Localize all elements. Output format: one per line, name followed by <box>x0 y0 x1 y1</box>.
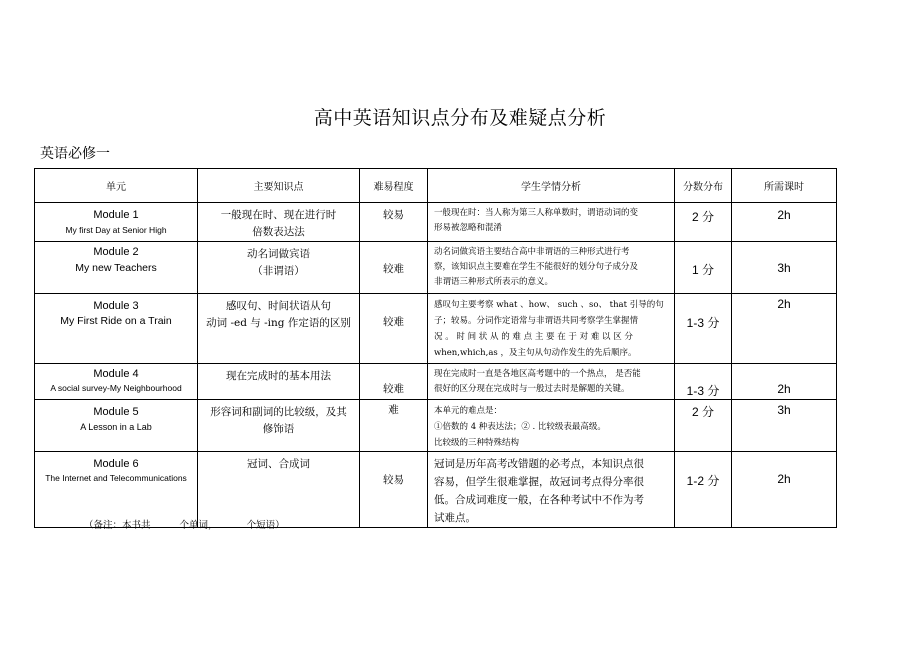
analysis-cell <box>428 242 675 294</box>
unit-cell <box>35 400 198 452</box>
table-row <box>35 294 837 364</box>
score-value: 1-2 分 <box>686 474 720 488</box>
knowledge-cell <box>198 294 360 364</box>
score-value: 2 分 <box>691 210 714 224</box>
score-value: 2 分 <box>691 405 714 419</box>
difficulty-value: 较易 <box>383 474 404 486</box>
analysis-cell <box>428 400 675 452</box>
difficulty-value: 较难 <box>383 316 404 328</box>
hours-cell <box>732 364 837 400</box>
knowledge-cell <box>198 242 360 294</box>
hours-cell <box>732 452 837 528</box>
hours-cell <box>732 203 837 242</box>
header-analysis: 学生学情分析 <box>428 169 675 203</box>
analysis-line: 子；较易。分词作定语常与非谓语共同考察学生掌握情 <box>434 316 639 326</box>
header-hours: 所需课时 <box>732 169 837 203</box>
analysis-cell <box>428 294 675 364</box>
hours-cell <box>732 400 837 452</box>
module-name: Module 2 <box>93 246 139 258</box>
module-name: Module 1 <box>93 209 139 221</box>
module-name: Module 3 <box>93 300 139 312</box>
knowledge-line: 冠词、合成词 <box>247 458 310 470</box>
header-score: 分数分布 <box>675 169 732 203</box>
analysis-line: 很好的区分现在完成时与一般过去时是解题的关键。 <box>434 384 630 394</box>
knowledge-line: 现在完成时的基本用法 <box>226 370 331 382</box>
module-topic: A social survey-My Neighbourhood <box>50 383 182 393</box>
unit-cell <box>35 242 198 294</box>
analysis-line: 形易被忽略和混淆 <box>434 223 503 233</box>
phrase-count-blank <box>221 518 247 528</box>
word-count-blank <box>154 518 180 528</box>
analysis-line: 动名词做宾语主要结合高中非谓语的三种形式进行考 <box>434 247 630 257</box>
knowledge-cell <box>198 364 360 400</box>
hours-value: 2h <box>777 208 791 222</box>
analysis-line: 一般现在时：当人称为第三人称单数时，谓语动词的变 <box>434 208 639 218</box>
hours-value: 2h <box>777 297 791 311</box>
analysis-line: 感叹句主要考察 what 、how、 such 、so、 that 引导的句 <box>434 300 664 310</box>
knowledge-line: 修饰语 <box>262 423 295 435</box>
difficulty-value: 较难 <box>383 263 404 275</box>
knowledge-line: 动词 -ed 与 -ing 作定语的区别 <box>206 317 351 329</box>
module-topic: My first Day at Senior High <box>65 225 167 235</box>
analysis-line: 冠词是历年高考改错题的必考点，本知识点很 <box>434 458 644 470</box>
score-cell <box>675 452 732 528</box>
difficulty-cell <box>360 452 428 528</box>
module-name: Module 4 <box>93 368 139 380</box>
table-header-row <box>35 169 837 203</box>
analysis-line: 非谓语三种形式所表示的意义。 <box>434 277 554 287</box>
score-cell <box>675 400 732 452</box>
difficulty-cell <box>360 400 428 452</box>
table-row <box>35 203 837 242</box>
header-knowledge: 主要知识点 <box>198 169 360 203</box>
footnote-suffix: 个短语） <box>246 520 285 531</box>
knowledge-line: 动名词做宾语 <box>247 248 310 260</box>
difficulty-cell <box>360 203 428 242</box>
footnote-mid: 个单词， <box>179 520 218 531</box>
score-cell <box>675 364 732 400</box>
unit-cell <box>35 364 198 400</box>
analysis-line: 低。合成词难度一般，在各种考试中不作为考 <box>434 494 644 506</box>
analysis-line: 现在完成时一直是各地区高考题中的一个热点， 是否能 <box>434 369 641 379</box>
difficulty-value: 难 <box>388 404 399 416</box>
score-cell <box>675 203 732 242</box>
difficulty-value: 较易 <box>383 209 404 221</box>
knowledge-line: 感叹句、时间状语从句 <box>226 300 331 312</box>
analysis-cell <box>428 364 675 400</box>
knowledge-cell <box>198 203 360 242</box>
table-row <box>35 400 837 452</box>
analysis-line: 察，该知识点主要难在学生不能很好的划分句子成分及 <box>434 262 639 272</box>
knowledge-line: 形容词和副词的比较级，及其 <box>210 406 347 418</box>
analysis-line: ①倍数的 4 种表达法；② . 比较级表最高级。 <box>434 422 606 432</box>
module-topic: A Lesson in a Lab <box>80 422 152 432</box>
score-cell <box>675 242 732 294</box>
score-value: 1-3 分 <box>686 316 720 330</box>
footnote <box>84 517 285 531</box>
hours-value: 2h <box>777 382 791 396</box>
score-cell <box>675 294 732 364</box>
module-topic: My new Teachers <box>75 262 157 274</box>
page-title: 高中英语知识点分布及难疑点分析 <box>313 107 607 129</box>
table-row <box>35 364 837 400</box>
knowledge-cell <box>198 400 360 452</box>
difficulty-cell <box>360 294 428 364</box>
analysis-cell <box>428 203 675 242</box>
unit-cell <box>35 203 198 242</box>
difficulty-value: 较难 <box>383 383 404 395</box>
footnote-prefix: （备注：本书共 <box>84 520 151 531</box>
unit-cell <box>35 294 198 364</box>
score-value: 1 分 <box>691 263 714 277</box>
analysis-line: 容易，但学生很难掌握，故冠词考点得分率很 <box>434 476 644 488</box>
score-value: 1-3 分 <box>686 384 720 398</box>
module-topic: The Internet and Telecommunications <box>45 473 187 483</box>
analysis-line: 试难点。 <box>434 512 476 524</box>
hours-cell <box>732 294 837 364</box>
hours-value: 2h <box>777 472 791 486</box>
analysis-line: 比较级的三种特殊结构 <box>434 438 520 448</box>
knowledge-table <box>34 168 837 528</box>
section-heading: 英语必修一 <box>40 146 110 162</box>
knowledge-line: （非谓语） <box>252 265 305 277</box>
analysis-line: 本单元的难点是： <box>434 406 503 416</box>
knowledge-line: 一般现在时、现在进行时 <box>220 209 337 221</box>
module-name: Module 5 <box>93 406 139 418</box>
hours-value: 3h <box>777 261 791 275</box>
hours-value: 3h <box>777 403 791 417</box>
difficulty-cell <box>360 364 428 400</box>
header-unit: 单元 <box>35 169 198 203</box>
knowledge-line: 倍数表达法 <box>252 226 305 238</box>
table-row <box>35 242 837 294</box>
module-name: Module 6 <box>93 458 139 470</box>
analysis-line: when,which,as ，及主句从句动作发生的先后顺序。 <box>434 348 637 358</box>
difficulty-cell <box>360 242 428 294</box>
analysis-line: 况 。 时 间 状 从 的 难 点 主 要 在 于 对 难 以 区 分 <box>434 332 633 342</box>
header-difficulty: 难易程度 <box>360 169 428 203</box>
hours-cell <box>732 242 837 294</box>
module-topic: My First Ride on a Train <box>60 315 172 327</box>
analysis-cell <box>428 452 675 528</box>
